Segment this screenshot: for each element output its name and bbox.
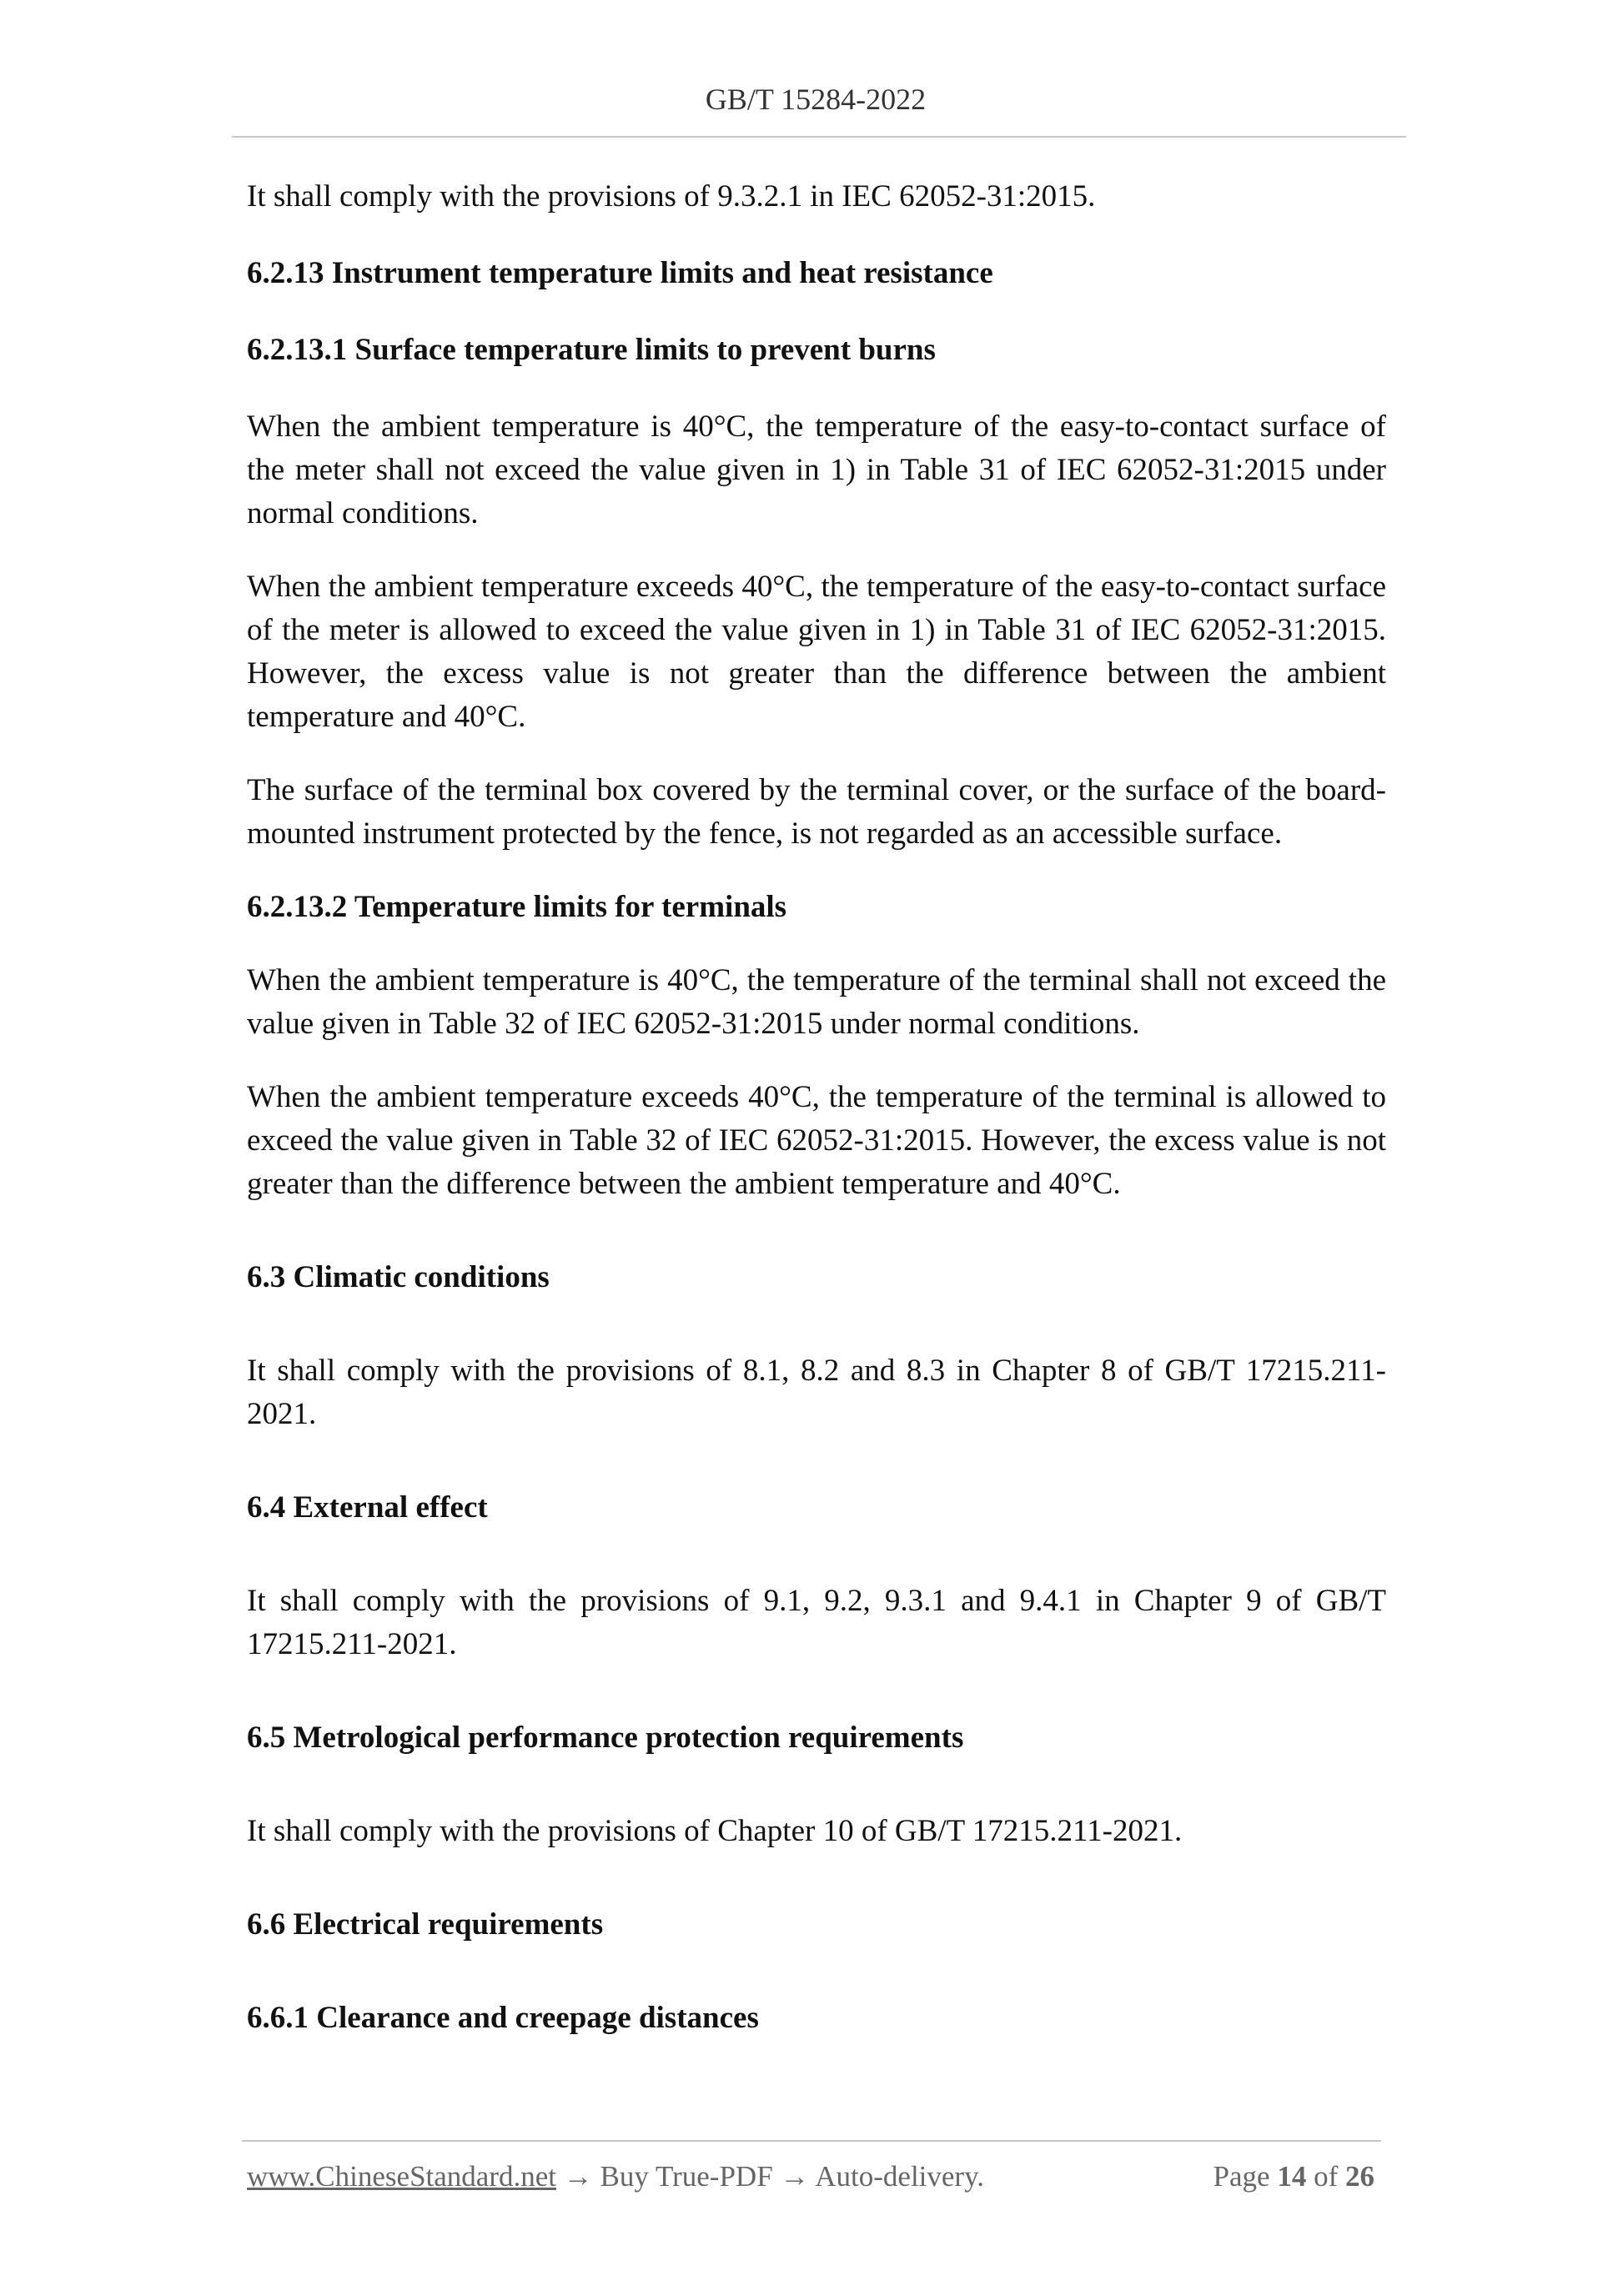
paragraph: When the ambient temperature exceeds 40°C, the temperature of the terminal is allowed to exceed the value given in Table 32 of IEC 62052-31:2015. However, the excess value is not greater than the difference between the ambient temperature and 40°C. [247,1080,1386,1201]
footer-divider [242,2140,1381,2142]
page-content [247,171,1386,2040]
section-heading-6-2-13: 6.2.13 Instrument temperature limits and heat resistance [247,256,993,290]
footer-promo [247,2160,984,2193]
paragraph: It shall comply with the provisions of 8.1, 8.2 and 8.3 in Chapter 8 of GB/T 17215.211-2021. [247,1354,1386,1431]
paragraph: The surface of the terminal box covered by the terminal cover, or the surface of the board-mounted instrument protected by the fence, is not regarded as an accessible surface. [247,773,1386,851]
section-heading-6-3: 6.3 Climatic conditions [247,1260,550,1294]
section-heading-6-5: 6.5 Metrological performance protection requirements [247,1721,964,1755]
paragraph: When the ambient temperature is 40°C, the temperature of the easy-to-contact surface of the meter shall not exceed the value given in 1) in Table 31 of IEC 62052-31:2015 under normal conditions. [247,409,1386,530]
arrow-right-icon: → [563,2160,593,2193]
page-header [232,82,1399,117]
of-label: of [1314,2160,1339,2193]
paragraph: When the ambient temperature exceeds 40°C, the temperature of the easy-to-contact surface of the meter is allowed to exceed the value given in 1) in Table 31 of IEC 62052-31:2015. However, the excess value is not greater than the difference between the ambient temperature and 40°C. [247,570,1386,734]
auto-delivery-text: Auto-delivery. [815,2160,985,2193]
header-divider [232,136,1406,138]
paragraph: When the ambient temperature is 40°C, the temperature of the terminal shall not exceed the value given in Table 32 of IEC 62052-31:2015 under normal conditions. [247,963,1386,1041]
paragraph: It shall comply with the provisions of 9.1, 9.2, 9.3.1 and 9.4.1 in Chapter 9 of GB/T 17215.211-2021. [247,1584,1386,1661]
page-indicator [1213,2160,1374,2193]
arrow-right-icon: → [780,2160,810,2193]
paragraph: It shall comply with the provisions of Chapter 10 of GB/T 17215.211-2021. [247,1814,1183,1848]
document-id: GB/T 15284-2022 [705,83,927,116]
section-heading-6-2-13-1: 6.2.13.1 Surface temperature limits to prevent burns [247,333,936,367]
page-number: 14 [1277,2160,1307,2193]
section-heading-6-6-1: 6.6.1 Clearance and creepage distances [247,2001,759,2035]
section-heading-6-2-13-2: 6.2.13.2 Temperature limits for terminals [247,890,787,924]
page-label: Page [1213,2160,1270,2193]
section-heading-6-4: 6.4 External effect [247,1490,488,1525]
buy-true-pdf-text: Buy True-PDF [600,2160,773,2193]
section-heading-6-6: 6.6 Electrical requirements [247,1907,604,1942]
site-link[interactable]: www.ChineseStandard.net [247,2160,556,2193]
paragraph: It shall comply with the provisions of 9.3.2.1 in IEC 62052-31:2015. [247,179,1096,214]
page-total: 26 [1345,2160,1374,2193]
